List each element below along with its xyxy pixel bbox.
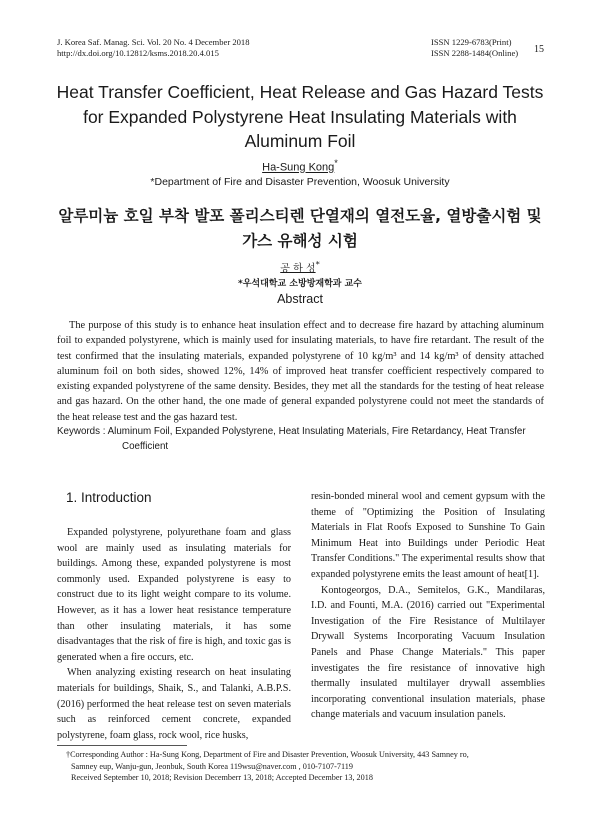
journal-header: [57, 37, 250, 59]
paragraph: resin-bonded mineral wool and cement gypsum with the theme of "Optimizing the Position of Insulating Materials in Flat Roofs Exposed to Sunshine To Gain Minimum Heat into Buildings under Periodic Heat Transfer Conditions." The experimental results show that expanded polystyrene emits the least amount of heat[1].: [311, 491, 545, 580]
footnote-line: Received September 10, 2018; Revision Decemberr 13, 2018; Accepted December 13, 2018: [71, 773, 373, 782]
author-mark: *: [334, 158, 338, 168]
section-heading-introduction: 1. Introduction: [66, 490, 152, 505]
paragraph: When analyzing existing research on heat insulating materials for buildings, Shaik, S., and Talanki, A.B.P.S. (2016) performed the heat release test on seven materials such as reinforced cement concrete, expanded polystyrene, foam glass, rock wool, rice husks,: [57, 667, 291, 741]
title-line-3: Aluminum Foil: [244, 131, 356, 151]
keywords-label: Keywords :: [57, 426, 108, 437]
issn-online: ISSN 2288-1484(Online): [431, 48, 519, 58]
right-column: [311, 489, 545, 723]
paper-title: [40, 80, 560, 154]
keywords: [57, 424, 544, 454]
title-line-2: for Expanded Polystyrene Heat Insulating Materials with: [83, 106, 517, 127]
korean-author-line: [0, 259, 600, 274]
doi-link[interactable]: http://dx.doi.org/10.12812/ksms.2018.20.4.015: [57, 48, 219, 58]
korean-author-mark: *: [315, 259, 320, 269]
left-column: [57, 525, 291, 743]
author-name: Ha-Sung Kong: [262, 161, 335, 174]
keywords-text: Aluminum Foil, Expanded Polystyrene, Heat Insulating Materials, Fire Retardancy, Heat Transfer Coefficient: [107, 426, 526, 452]
title-line-1: Heat Transfer Coefficient, Heat Release and Gas Hazard Tests: [56, 82, 544, 102]
abstract-heading: Abstract: [277, 292, 323, 306]
author-affiliation: *Department of Fire and Disaster Prevention, Woosuk University: [150, 176, 450, 188]
footnote-line: †Corresponding Author : Ha-Sung Kong, Department of Fire and Disaster Prevention, Woosuk University, 443 Samney ro,: [66, 750, 469, 759]
abstract-text: The purpose of this study is to enhance heat insulation effect and to decrease fire hazard by attaching aluminum foil to expanded polystyrene, which is mainly used for insulating materials, to have fire retardant. The result of the test confirmed that the insulating materials, expanded polystyrene of 10 kg/m³ and 14 kg/m³ of density attached aluminum foil on both sides, showed 12%, 14% of improved heat transfer coefficient respectively compared to existing expanded polystyrene of the same density. Besides, they met all the standards for the testing of heat release and gas hazard. On the other hand, the one made of general expanded polystyrene could not meet the standards of the heat release test and the gas hazard test.: [57, 320, 544, 423]
korean-title-line-1: 알루미늄 호일 부착 발포 폴리스티렌 단열재의 열전도율, 열방출시험 및: [58, 207, 542, 225]
author-line: [0, 158, 600, 174]
korean-title: [30, 204, 570, 254]
korean-title-line-2: 가스 유해성 시험: [242, 232, 358, 250]
footnote-divider: [57, 745, 187, 746]
issn-block: [431, 37, 518, 59]
footnote: [66, 749, 546, 784]
paragraph: Expanded polystyrene, polyurethane foam and glass wool are mainly used as insulating materials for buildings. Among these, expanded polystyrene is most commonly used. Expanded polystyrene is easy to construct due to its light weight compare to its volume. However, as it has a lower heat resistance temperature than other insulating materials, it has some disadvantages that the risk of fire is high, and toxic gas is generated when a fire occurs, etc.: [57, 527, 291, 663]
footnote-line: Samney eup, Wanju-gun, Jeonbuk, South Korea 119wsu@naver.com , 010-7107-7119: [71, 761, 353, 771]
korean-affiliation: *우석대학교 소방방재학과 교수: [238, 279, 362, 289]
journal-citation: J. Korea Saf. Manag. Sci. Vol. 20 No. 4 December 2018: [57, 37, 250, 47]
paragraph: Kontogeorgos, D.A., Semitelos, G.K., Mandilaras, I.D. and Founti, M.A. (2016) carried out "Experimental Investigation of the Fire Resistance of Multilayer Drywall Systems Incorporating Vacuum Insulation Panels and Phase Change Materials." This paper investigates the fire resistance of innovative high thermally insulated multilayer drywall assemblies incorporating conventional insulation materials, phase change materials and vacuum insulation panels.: [311, 584, 545, 721]
issn-print: ISSN 1229-6783(Print): [431, 37, 512, 47]
page-number: 15: [534, 44, 544, 55]
korean-author-name: 공 하 성: [280, 263, 316, 275]
